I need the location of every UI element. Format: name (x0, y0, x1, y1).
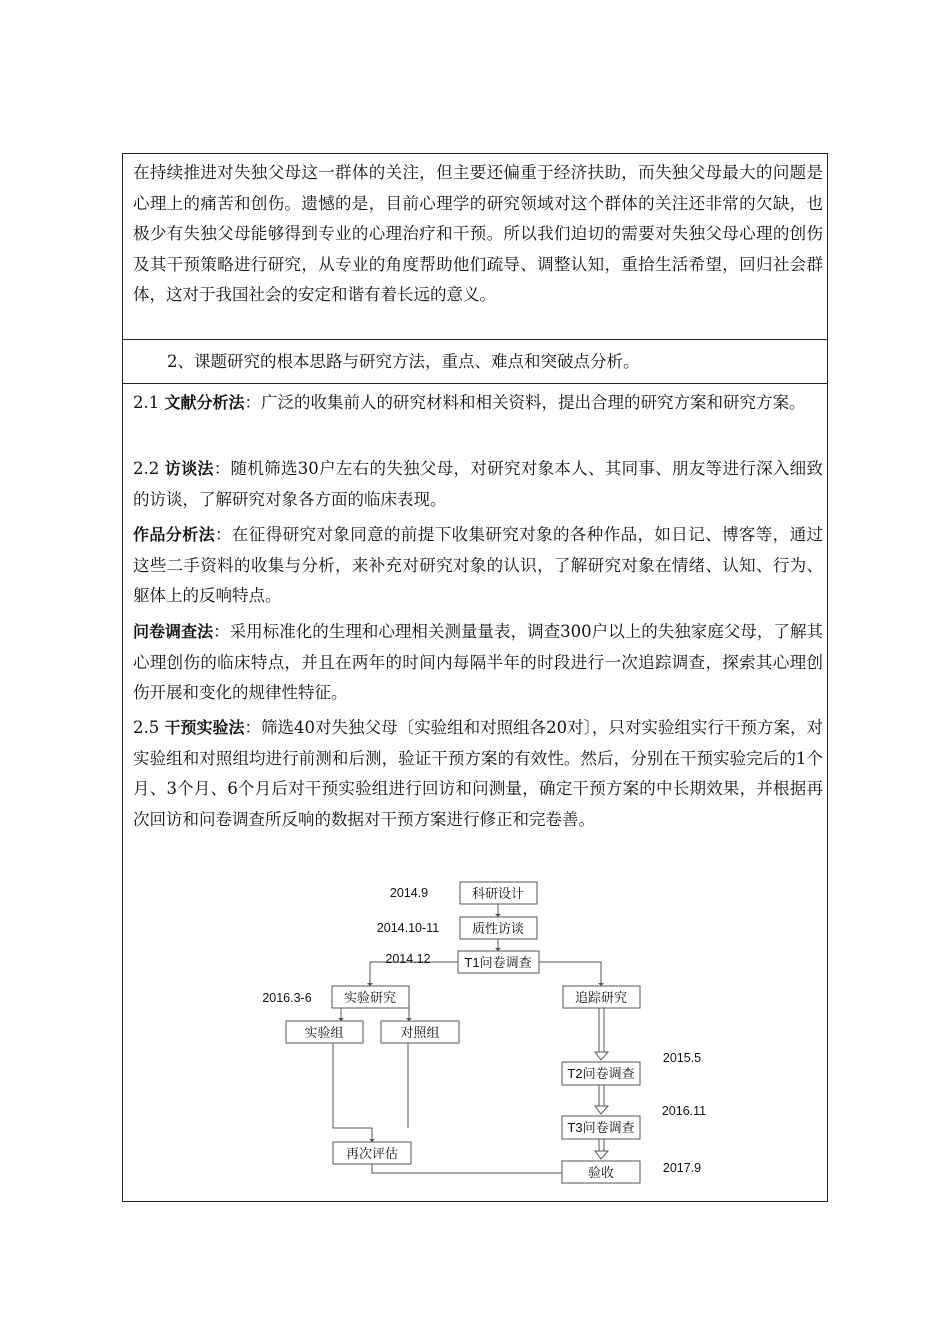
box-control-group-label: 对照组 (400, 1025, 440, 1040)
method-interview (133, 454, 823, 515)
row-divider (123, 383, 827, 384)
date-design: 2014.9 (389, 886, 429, 900)
question-2-heading: 2、课题研究的根本思路与研究方法，重点、难点和突破点分析。 (167, 352, 640, 371)
box-experiment-label: 实验研究 (343, 990, 397, 1005)
method-num: 2.5 (133, 718, 165, 737)
box-tracking-label: 追踪研究 (574, 990, 628, 1005)
method-text: ：随机筛选30户左右的失独父母，对研究对象本人、其同事、朋友等进行深入细致的访谈，了解研究对象各方面的临床表现。 (133, 459, 823, 509)
box-accept-label: 验收 (587, 1165, 615, 1180)
box-exp-group-label: 实验组 (304, 1025, 344, 1040)
method-works-analysis (133, 520, 823, 612)
date-interview: 2014.10-11 (376, 921, 440, 935)
date-experiment: 2016.3-6 (262, 991, 312, 1005)
method-literature (133, 388, 823, 419)
box-t1-label: T1问卷调查 (464, 955, 532, 970)
method-text: ：采用标准化的生理和心理相关测量量表，调查300户以上的失独家庭父母，了解其心理创伤的临床特点，并且在两年的时间内每隔半年的时段进行一次追踪调查，探索其心理创伤开展和变化的规律性特征。 (133, 622, 823, 702)
box-design-label: 科研设计 (471, 886, 525, 901)
research-flowchart (123, 869, 827, 1199)
row-divider (123, 339, 827, 340)
box-t2-label: T2问卷调查 (567, 1066, 635, 1081)
intro-paragraph: 在持续推进对失独父母这一群体的关注，但主要还偏重于经济扶助，而失独父母最大的问题是心理上的痛苦和创伤。遗憾的是，目前心理学的研究领域对这个群体的关注还非常的欠缺，也极少有失独父母能够得到专业的心理治疗和干预。所以我们迫切的需要对失独父母心理的创伤及其干预策略进行研究，从专业的角度帮助他们疏导、调整认知，重拾生活希望，回归社会群体，这对于我国社会的安定和谐有着长远的意义。 (133, 163, 823, 304)
method-text: ：筛选40对失独父母〔实验组和对照组各20对〕，只对实验组实行干预方案，对实验组和对照组均进行前测和后测，验证干预方案的有效性。然后，分别在干预实验完后的1个月、3个月、6个月后对干预实验组进行回访和问测量，确定干预方案的中长期效果，并根据再次回访和问卷调查所反响的数据对干预方案进行修正和完卷善。 (133, 718, 823, 829)
method-num: 2.1 (133, 393, 165, 412)
method-title: 干预实验法 (164, 718, 245, 737)
method-text: ：广泛的收集前人的研究材料和相关资料，提出合理的研究方案和研究方案。 (244, 393, 806, 412)
method-num: 2.2 (133, 459, 165, 478)
date-accept: 2017.9 (662, 1161, 702, 1175)
method-questionnaire (133, 617, 823, 709)
proposal-table (122, 153, 828, 1202)
date-t1: 2014.12 (385, 952, 431, 966)
method-title: 文献分析法 (164, 393, 245, 412)
date-t2: 2015.5 (662, 1051, 702, 1065)
method-title: 问卷调查法 (133, 622, 214, 641)
box-interview-label: 质性访谈 (471, 921, 525, 936)
method-intervention (133, 713, 823, 835)
method-title: 访谈法 (164, 459, 214, 478)
method-text: ：在征得研究对象同意的前提下收集研究对象的各种作品，如日记、博客等，通过这些二手资料的收集与分析，来补充对研究对象的认识，了解研究对象在情绪、认知、行为、躯体上的反响特点。 (133, 525, 823, 605)
box-reeval-label: 再次评估 (345, 1146, 399, 1161)
method-title: 作品分析法 (133, 525, 215, 544)
box-t3-label: T3问卷调查 (567, 1120, 635, 1135)
date-t3: 2016.11 (661, 1104, 707, 1118)
